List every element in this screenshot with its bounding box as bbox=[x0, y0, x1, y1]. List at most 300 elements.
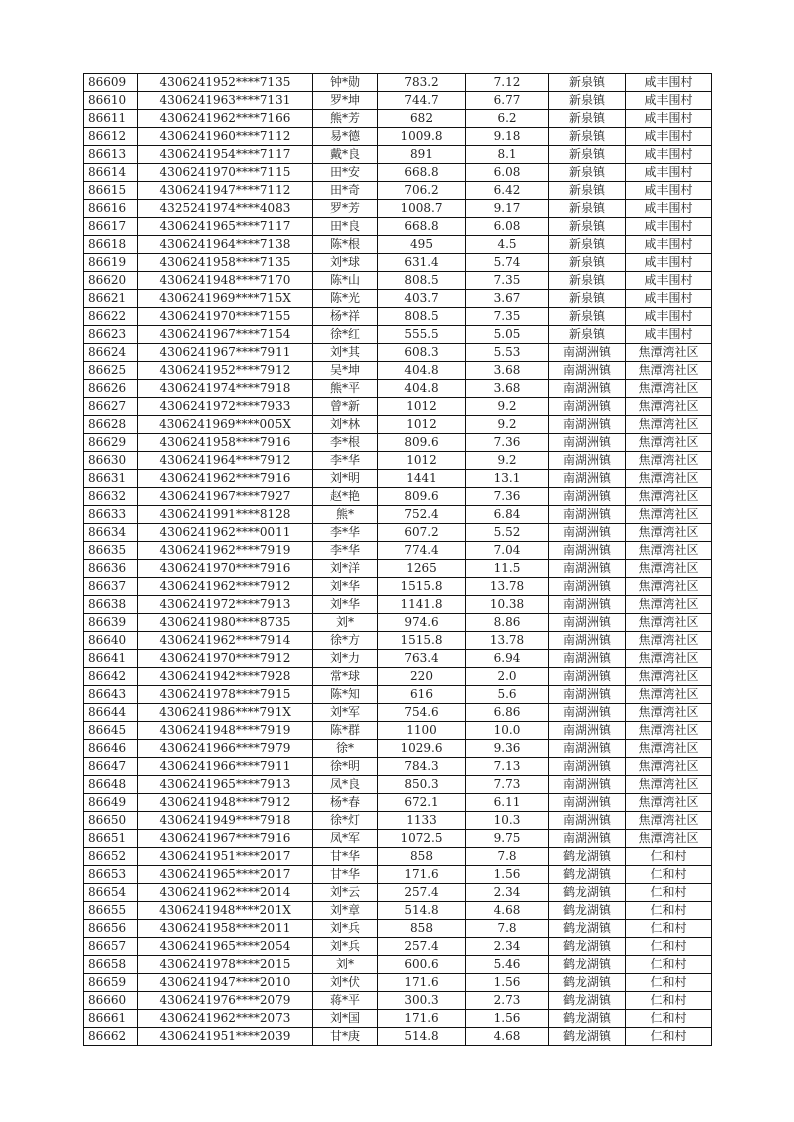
cell-quantity: 6.08 bbox=[466, 218, 549, 236]
cell-name: 常*球 bbox=[313, 668, 378, 686]
cell-serial-number: 86622 bbox=[84, 308, 138, 326]
cell-serial-number: 86658 bbox=[84, 956, 138, 974]
cell-name: 杨*祥 bbox=[313, 308, 378, 326]
cell-town: 南湖洲镇 bbox=[549, 488, 626, 506]
cell-town: 南湖洲镇 bbox=[549, 578, 626, 596]
cell-quantity: 7.8 bbox=[466, 920, 549, 938]
cell-quantity: 7.8 bbox=[466, 848, 549, 866]
table-row bbox=[84, 902, 712, 920]
cell-id-number: 4325241974****4083 bbox=[138, 200, 313, 218]
cell-town: 新泉镇 bbox=[549, 164, 626, 182]
cell-id-number: 4306241962****7914 bbox=[138, 632, 313, 650]
cell-name: 凤*军 bbox=[313, 830, 378, 848]
cell-amount: 1141.8 bbox=[378, 596, 466, 614]
cell-name: 刘*林 bbox=[313, 416, 378, 434]
cell-village: 焦潭湾社区 bbox=[626, 344, 712, 362]
table-row bbox=[84, 920, 712, 938]
cell-serial-number: 86655 bbox=[84, 902, 138, 920]
cell-quantity: 1.56 bbox=[466, 974, 549, 992]
cell-amount: 220 bbox=[378, 668, 466, 686]
cell-id-number: 4306241970****7115 bbox=[138, 164, 313, 182]
table-row bbox=[84, 560, 712, 578]
cell-village: 咸丰围村 bbox=[626, 164, 712, 182]
cell-serial-number: 86650 bbox=[84, 812, 138, 830]
cell-id-number: 4306241970****7155 bbox=[138, 308, 313, 326]
cell-village: 仁和村 bbox=[626, 902, 712, 920]
cell-serial-number: 86662 bbox=[84, 1028, 138, 1046]
cell-name: 罗*芳 bbox=[313, 200, 378, 218]
cell-id-number: 4306241976****2079 bbox=[138, 992, 313, 1010]
table-row bbox=[84, 758, 712, 776]
cell-amount: 809.6 bbox=[378, 434, 466, 452]
table-row bbox=[84, 308, 712, 326]
cell-id-number: 4306241958****2011 bbox=[138, 920, 313, 938]
cell-quantity: 7.35 bbox=[466, 272, 549, 290]
cell-serial-number: 86612 bbox=[84, 128, 138, 146]
cell-serial-number: 86626 bbox=[84, 380, 138, 398]
cell-village: 咸丰围村 bbox=[626, 218, 712, 236]
cell-id-number: 4306241952****7135 bbox=[138, 74, 313, 92]
cell-serial-number: 86617 bbox=[84, 218, 138, 236]
cell-quantity: 2.34 bbox=[466, 938, 549, 956]
cell-id-number: 4306241978****2015 bbox=[138, 956, 313, 974]
cell-name: 刘*球 bbox=[313, 254, 378, 272]
cell-serial-number: 86644 bbox=[84, 704, 138, 722]
cell-serial-number: 86625 bbox=[84, 362, 138, 380]
cell-name: 陈*光 bbox=[313, 290, 378, 308]
cell-town: 南湖洲镇 bbox=[549, 506, 626, 524]
cell-serial-number: 86646 bbox=[84, 740, 138, 758]
cell-serial-number: 86634 bbox=[84, 524, 138, 542]
cell-amount: 631.4 bbox=[378, 254, 466, 272]
cell-serial-number: 86635 bbox=[84, 542, 138, 560]
cell-town: 鹤龙湖镇 bbox=[549, 938, 626, 956]
cell-name: 刘*兵 bbox=[313, 920, 378, 938]
cell-village: 焦潭湾社区 bbox=[626, 830, 712, 848]
table-row bbox=[84, 146, 712, 164]
cell-village: 咸丰围村 bbox=[626, 308, 712, 326]
cell-town: 南湖洲镇 bbox=[549, 434, 626, 452]
cell-village: 焦潭湾社区 bbox=[626, 362, 712, 380]
table-row bbox=[84, 1010, 712, 1028]
cell-town: 新泉镇 bbox=[549, 110, 626, 128]
cell-village: 焦潭湾社区 bbox=[626, 416, 712, 434]
cell-name: 甘*庚 bbox=[313, 1028, 378, 1046]
cell-amount: 752.4 bbox=[378, 506, 466, 524]
cell-name: 赵*艳 bbox=[313, 488, 378, 506]
cell-id-number: 4306241947****7112 bbox=[138, 182, 313, 200]
cell-quantity: 6.84 bbox=[466, 506, 549, 524]
cell-village: 仁和村 bbox=[626, 956, 712, 974]
cell-name: 徐* bbox=[313, 740, 378, 758]
cell-quantity: 9.2 bbox=[466, 416, 549, 434]
cell-serial-number: 86629 bbox=[84, 434, 138, 452]
cell-village: 咸丰围村 bbox=[626, 272, 712, 290]
cell-serial-number: 86632 bbox=[84, 488, 138, 506]
table-row bbox=[84, 506, 712, 524]
table-row bbox=[84, 1028, 712, 1046]
cell-name: 钟*勋 bbox=[313, 74, 378, 92]
table-row bbox=[84, 398, 712, 416]
cell-village: 焦潭湾社区 bbox=[626, 488, 712, 506]
cell-name: 刘* bbox=[313, 956, 378, 974]
cell-village: 咸丰围村 bbox=[626, 74, 712, 92]
cell-id-number: 4306241978****7915 bbox=[138, 686, 313, 704]
cell-village: 咸丰围村 bbox=[626, 146, 712, 164]
cell-id-number: 4306241962****7166 bbox=[138, 110, 313, 128]
table-row bbox=[84, 236, 712, 254]
cell-village: 仁和村 bbox=[626, 866, 712, 884]
table-row bbox=[84, 704, 712, 722]
cell-name: 田*奇 bbox=[313, 182, 378, 200]
cell-amount: 1009.8 bbox=[378, 128, 466, 146]
cell-amount: 1012 bbox=[378, 452, 466, 470]
cell-name: 刘*华 bbox=[313, 596, 378, 614]
table-row bbox=[84, 992, 712, 1010]
cell-village: 咸丰围村 bbox=[626, 128, 712, 146]
cell-town: 新泉镇 bbox=[549, 218, 626, 236]
cell-serial-number: 86654 bbox=[84, 884, 138, 902]
cell-quantity: 3.67 bbox=[466, 290, 549, 308]
cell-serial-number: 86636 bbox=[84, 560, 138, 578]
cell-amount: 672.1 bbox=[378, 794, 466, 812]
cell-serial-number: 86614 bbox=[84, 164, 138, 182]
table-row bbox=[84, 866, 712, 884]
cell-quantity: 5.46 bbox=[466, 956, 549, 974]
cell-town: 新泉镇 bbox=[549, 74, 626, 92]
cell-quantity: 13.78 bbox=[466, 632, 549, 650]
cell-quantity: 9.2 bbox=[466, 452, 549, 470]
cell-serial-number: 86610 bbox=[84, 92, 138, 110]
cell-town: 南湖洲镇 bbox=[549, 776, 626, 794]
cell-id-number: 4306241952****7912 bbox=[138, 362, 313, 380]
cell-id-number: 4306241967****7154 bbox=[138, 326, 313, 344]
cell-id-number: 4306241980****8735 bbox=[138, 614, 313, 632]
cell-town: 新泉镇 bbox=[549, 254, 626, 272]
cell-id-number: 4306241967****7911 bbox=[138, 344, 313, 362]
cell-serial-number: 86609 bbox=[84, 74, 138, 92]
cell-village: 焦潭湾社区 bbox=[626, 668, 712, 686]
cell-village: 咸丰围村 bbox=[626, 290, 712, 308]
cell-serial-number: 86639 bbox=[84, 614, 138, 632]
cell-serial-number: 86627 bbox=[84, 398, 138, 416]
cell-quantity: 7.04 bbox=[466, 542, 549, 560]
cell-village: 仁和村 bbox=[626, 938, 712, 956]
cell-quantity: 5.53 bbox=[466, 344, 549, 362]
cell-village: 咸丰围村 bbox=[626, 110, 712, 128]
cell-village: 焦潭湾社区 bbox=[626, 524, 712, 542]
cell-town: 南湖洲镇 bbox=[549, 452, 626, 470]
cell-id-number: 4306241967****7916 bbox=[138, 830, 313, 848]
cell-serial-number: 86633 bbox=[84, 506, 138, 524]
cell-town: 南湖洲镇 bbox=[549, 704, 626, 722]
cell-village: 仁和村 bbox=[626, 1028, 712, 1046]
cell-id-number: 4306241970****7916 bbox=[138, 560, 313, 578]
cell-town: 新泉镇 bbox=[549, 236, 626, 254]
cell-town: 南湖洲镇 bbox=[549, 542, 626, 560]
cell-name: 甘*华 bbox=[313, 866, 378, 884]
cell-amount: 706.2 bbox=[378, 182, 466, 200]
cell-town: 鹤龙湖镇 bbox=[549, 866, 626, 884]
table-row bbox=[84, 974, 712, 992]
cell-name: 刘*华 bbox=[313, 578, 378, 596]
cell-town: 鹤龙湖镇 bbox=[549, 1010, 626, 1028]
cell-quantity: 4.5 bbox=[466, 236, 549, 254]
cell-serial-number: 86640 bbox=[84, 632, 138, 650]
cell-village: 焦潭湾社区 bbox=[626, 506, 712, 524]
cell-quantity: 9.2 bbox=[466, 398, 549, 416]
cell-serial-number: 86631 bbox=[84, 470, 138, 488]
table-row bbox=[84, 632, 712, 650]
cell-quantity: 6.77 bbox=[466, 92, 549, 110]
cell-quantity: 9.18 bbox=[466, 128, 549, 146]
cell-name: 陈*山 bbox=[313, 272, 378, 290]
cell-id-number: 4306241960****7112 bbox=[138, 128, 313, 146]
cell-name: 罗*坤 bbox=[313, 92, 378, 110]
cell-quantity: 8.86 bbox=[466, 614, 549, 632]
cell-serial-number: 86637 bbox=[84, 578, 138, 596]
cell-town: 南湖洲镇 bbox=[549, 398, 626, 416]
cell-name: 刘*军 bbox=[313, 704, 378, 722]
cell-village: 焦潭湾社区 bbox=[626, 578, 712, 596]
cell-amount: 404.8 bbox=[378, 380, 466, 398]
cell-village: 仁和村 bbox=[626, 848, 712, 866]
cell-name: 李*根 bbox=[313, 434, 378, 452]
cell-amount: 783.2 bbox=[378, 74, 466, 92]
cell-id-number: 4306241965****2054 bbox=[138, 938, 313, 956]
cell-quantity: 1.56 bbox=[466, 866, 549, 884]
cell-id-number: 4306241948****7170 bbox=[138, 272, 313, 290]
cell-amount: 171.6 bbox=[378, 974, 466, 992]
cell-amount: 1029.6 bbox=[378, 740, 466, 758]
cell-town: 鹤龙湖镇 bbox=[549, 848, 626, 866]
cell-amount: 1515.8 bbox=[378, 578, 466, 596]
cell-village: 焦潭湾社区 bbox=[626, 452, 712, 470]
cell-village: 焦潭湾社区 bbox=[626, 380, 712, 398]
cell-serial-number: 86641 bbox=[84, 650, 138, 668]
cell-town: 南湖洲镇 bbox=[549, 380, 626, 398]
cell-amount: 744.7 bbox=[378, 92, 466, 110]
cell-quantity: 7.73 bbox=[466, 776, 549, 794]
cell-id-number: 4306241965****7117 bbox=[138, 218, 313, 236]
table-row bbox=[84, 452, 712, 470]
cell-name: 李*华 bbox=[313, 452, 378, 470]
cell-quantity: 7.13 bbox=[466, 758, 549, 776]
cell-id-number: 4306241962****7912 bbox=[138, 578, 313, 596]
cell-id-number: 4306241958****7916 bbox=[138, 434, 313, 452]
table-row bbox=[84, 416, 712, 434]
cell-town: 鹤龙湖镇 bbox=[549, 956, 626, 974]
cell-town: 新泉镇 bbox=[549, 128, 626, 146]
cell-serial-number: 86623 bbox=[84, 326, 138, 344]
cell-amount: 404.8 bbox=[378, 362, 466, 380]
records-table-body bbox=[84, 74, 712, 1046]
cell-name: 陈*根 bbox=[313, 236, 378, 254]
table-row bbox=[84, 542, 712, 560]
cell-amount: 763.4 bbox=[378, 650, 466, 668]
cell-id-number: 4306241958****7135 bbox=[138, 254, 313, 272]
table-row bbox=[84, 650, 712, 668]
table-row bbox=[84, 128, 712, 146]
cell-village: 仁和村 bbox=[626, 992, 712, 1010]
cell-serial-number: 86647 bbox=[84, 758, 138, 776]
table-row bbox=[84, 434, 712, 452]
cell-village: 焦潭湾社区 bbox=[626, 398, 712, 416]
cell-village: 焦潭湾社区 bbox=[626, 740, 712, 758]
cell-id-number: 4306241965****7913 bbox=[138, 776, 313, 794]
cell-amount: 171.6 bbox=[378, 866, 466, 884]
cell-serial-number: 86620 bbox=[84, 272, 138, 290]
cell-quantity: 9.17 bbox=[466, 200, 549, 218]
cell-town: 南湖洲镇 bbox=[549, 416, 626, 434]
cell-id-number: 4306241970****7912 bbox=[138, 650, 313, 668]
cell-village: 焦潭湾社区 bbox=[626, 722, 712, 740]
cell-id-number: 4306241964****7138 bbox=[138, 236, 313, 254]
cell-id-number: 4306241947****2010 bbox=[138, 974, 313, 992]
cell-id-number: 4306241967****7927 bbox=[138, 488, 313, 506]
cell-quantity: 5.05 bbox=[466, 326, 549, 344]
cell-id-number: 4306241948****201X bbox=[138, 902, 313, 920]
cell-name: 熊* bbox=[313, 506, 378, 524]
table-row bbox=[84, 884, 712, 902]
cell-amount: 600.6 bbox=[378, 956, 466, 974]
cell-name: 陈*知 bbox=[313, 686, 378, 704]
cell-name: 刘*兵 bbox=[313, 938, 378, 956]
cell-amount: 1012 bbox=[378, 398, 466, 416]
cell-serial-number: 86615 bbox=[84, 182, 138, 200]
cell-quantity: 3.68 bbox=[466, 380, 549, 398]
cell-name: 刘*国 bbox=[313, 1010, 378, 1028]
cell-village: 咸丰围村 bbox=[626, 92, 712, 110]
cell-quantity: 6.86 bbox=[466, 704, 549, 722]
cell-id-number: 4306241972****7913 bbox=[138, 596, 313, 614]
cell-village: 咸丰围村 bbox=[626, 236, 712, 254]
cell-amount: 495 bbox=[378, 236, 466, 254]
cell-town: 南湖洲镇 bbox=[549, 740, 626, 758]
table-row bbox=[84, 218, 712, 236]
cell-town: 鹤龙湖镇 bbox=[549, 974, 626, 992]
cell-village: 焦潭湾社区 bbox=[626, 776, 712, 794]
table-row bbox=[84, 290, 712, 308]
cell-amount: 1100 bbox=[378, 722, 466, 740]
cell-town: 南湖洲镇 bbox=[549, 650, 626, 668]
cell-town: 南湖洲镇 bbox=[549, 596, 626, 614]
cell-quantity: 6.2 bbox=[466, 110, 549, 128]
cell-serial-number: 86659 bbox=[84, 974, 138, 992]
cell-name: 刘*洋 bbox=[313, 560, 378, 578]
cell-serial-number: 86611 bbox=[84, 110, 138, 128]
cell-serial-number: 86628 bbox=[84, 416, 138, 434]
table-row bbox=[84, 92, 712, 110]
cell-quantity: 2.73 bbox=[466, 992, 549, 1010]
cell-village: 焦潭湾社区 bbox=[626, 614, 712, 632]
cell-name: 曾*新 bbox=[313, 398, 378, 416]
cell-town: 新泉镇 bbox=[549, 326, 626, 344]
cell-amount: 1133 bbox=[378, 812, 466, 830]
cell-name: 吴*坤 bbox=[313, 362, 378, 380]
cell-name: 徐*方 bbox=[313, 632, 378, 650]
cell-amount: 682 bbox=[378, 110, 466, 128]
cell-name: 凤*良 bbox=[313, 776, 378, 794]
cell-town: 鹤龙湖镇 bbox=[549, 992, 626, 1010]
table-row bbox=[84, 848, 712, 866]
cell-amount: 171.6 bbox=[378, 1010, 466, 1028]
cell-serial-number: 86657 bbox=[84, 938, 138, 956]
cell-amount: 607.2 bbox=[378, 524, 466, 542]
cell-amount: 1515.8 bbox=[378, 632, 466, 650]
cell-name: 李*华 bbox=[313, 524, 378, 542]
cell-town: 南湖洲镇 bbox=[549, 758, 626, 776]
cell-town: 新泉镇 bbox=[549, 200, 626, 218]
cell-quantity: 5.6 bbox=[466, 686, 549, 704]
cell-serial-number: 86638 bbox=[84, 596, 138, 614]
cell-id-number: 4306241948****7919 bbox=[138, 722, 313, 740]
table-row bbox=[84, 740, 712, 758]
cell-name: 刘*力 bbox=[313, 650, 378, 668]
cell-town: 南湖洲镇 bbox=[549, 560, 626, 578]
cell-village: 仁和村 bbox=[626, 974, 712, 992]
cell-quantity: 6.94 bbox=[466, 650, 549, 668]
cell-name: 刘*云 bbox=[313, 884, 378, 902]
table-row bbox=[84, 668, 712, 686]
cell-village: 焦潭湾社区 bbox=[626, 794, 712, 812]
cell-quantity: 4.68 bbox=[466, 902, 549, 920]
cell-quantity: 7.35 bbox=[466, 308, 549, 326]
cell-quantity: 9.36 bbox=[466, 740, 549, 758]
cell-id-number: 4306241964****7912 bbox=[138, 452, 313, 470]
cell-town: 南湖洲镇 bbox=[549, 794, 626, 812]
cell-serial-number: 86652 bbox=[84, 848, 138, 866]
table-row bbox=[84, 722, 712, 740]
cell-name: 熊*平 bbox=[313, 380, 378, 398]
cell-amount: 300.3 bbox=[378, 992, 466, 1010]
cell-id-number: 4306241963****7131 bbox=[138, 92, 313, 110]
cell-town: 南湖洲镇 bbox=[549, 830, 626, 848]
cell-town: 新泉镇 bbox=[549, 92, 626, 110]
table-row bbox=[84, 254, 712, 272]
cell-quantity: 10.0 bbox=[466, 722, 549, 740]
cell-village: 焦潭湾社区 bbox=[626, 758, 712, 776]
cell-amount: 1265 bbox=[378, 560, 466, 578]
cell-amount: 514.8 bbox=[378, 1028, 466, 1046]
cell-serial-number: 86642 bbox=[84, 668, 138, 686]
cell-amount: 555.5 bbox=[378, 326, 466, 344]
cell-quantity: 2.0 bbox=[466, 668, 549, 686]
cell-amount: 858 bbox=[378, 920, 466, 938]
cell-quantity: 1.56 bbox=[466, 1010, 549, 1028]
cell-name: 刘*伏 bbox=[313, 974, 378, 992]
cell-serial-number: 86618 bbox=[84, 236, 138, 254]
table-row bbox=[84, 326, 712, 344]
cell-village: 焦潭湾社区 bbox=[626, 542, 712, 560]
table-row bbox=[84, 164, 712, 182]
cell-amount: 754.6 bbox=[378, 704, 466, 722]
cell-town: 鹤龙湖镇 bbox=[549, 920, 626, 938]
cell-serial-number: 86619 bbox=[84, 254, 138, 272]
table-row bbox=[84, 200, 712, 218]
cell-id-number: 4306241974****7918 bbox=[138, 380, 313, 398]
cell-village: 焦潭湾社区 bbox=[626, 686, 712, 704]
cell-id-number: 4306241948****7912 bbox=[138, 794, 313, 812]
table-row bbox=[84, 794, 712, 812]
cell-id-number: 4306241965****2017 bbox=[138, 866, 313, 884]
cell-town: 鹤龙湖镇 bbox=[549, 1028, 626, 1046]
cell-village: 焦潭湾社区 bbox=[626, 704, 712, 722]
records-table bbox=[83, 73, 712, 1046]
cell-id-number: 4306241966****7979 bbox=[138, 740, 313, 758]
table-row bbox=[84, 74, 712, 92]
cell-town: 南湖洲镇 bbox=[549, 614, 626, 632]
